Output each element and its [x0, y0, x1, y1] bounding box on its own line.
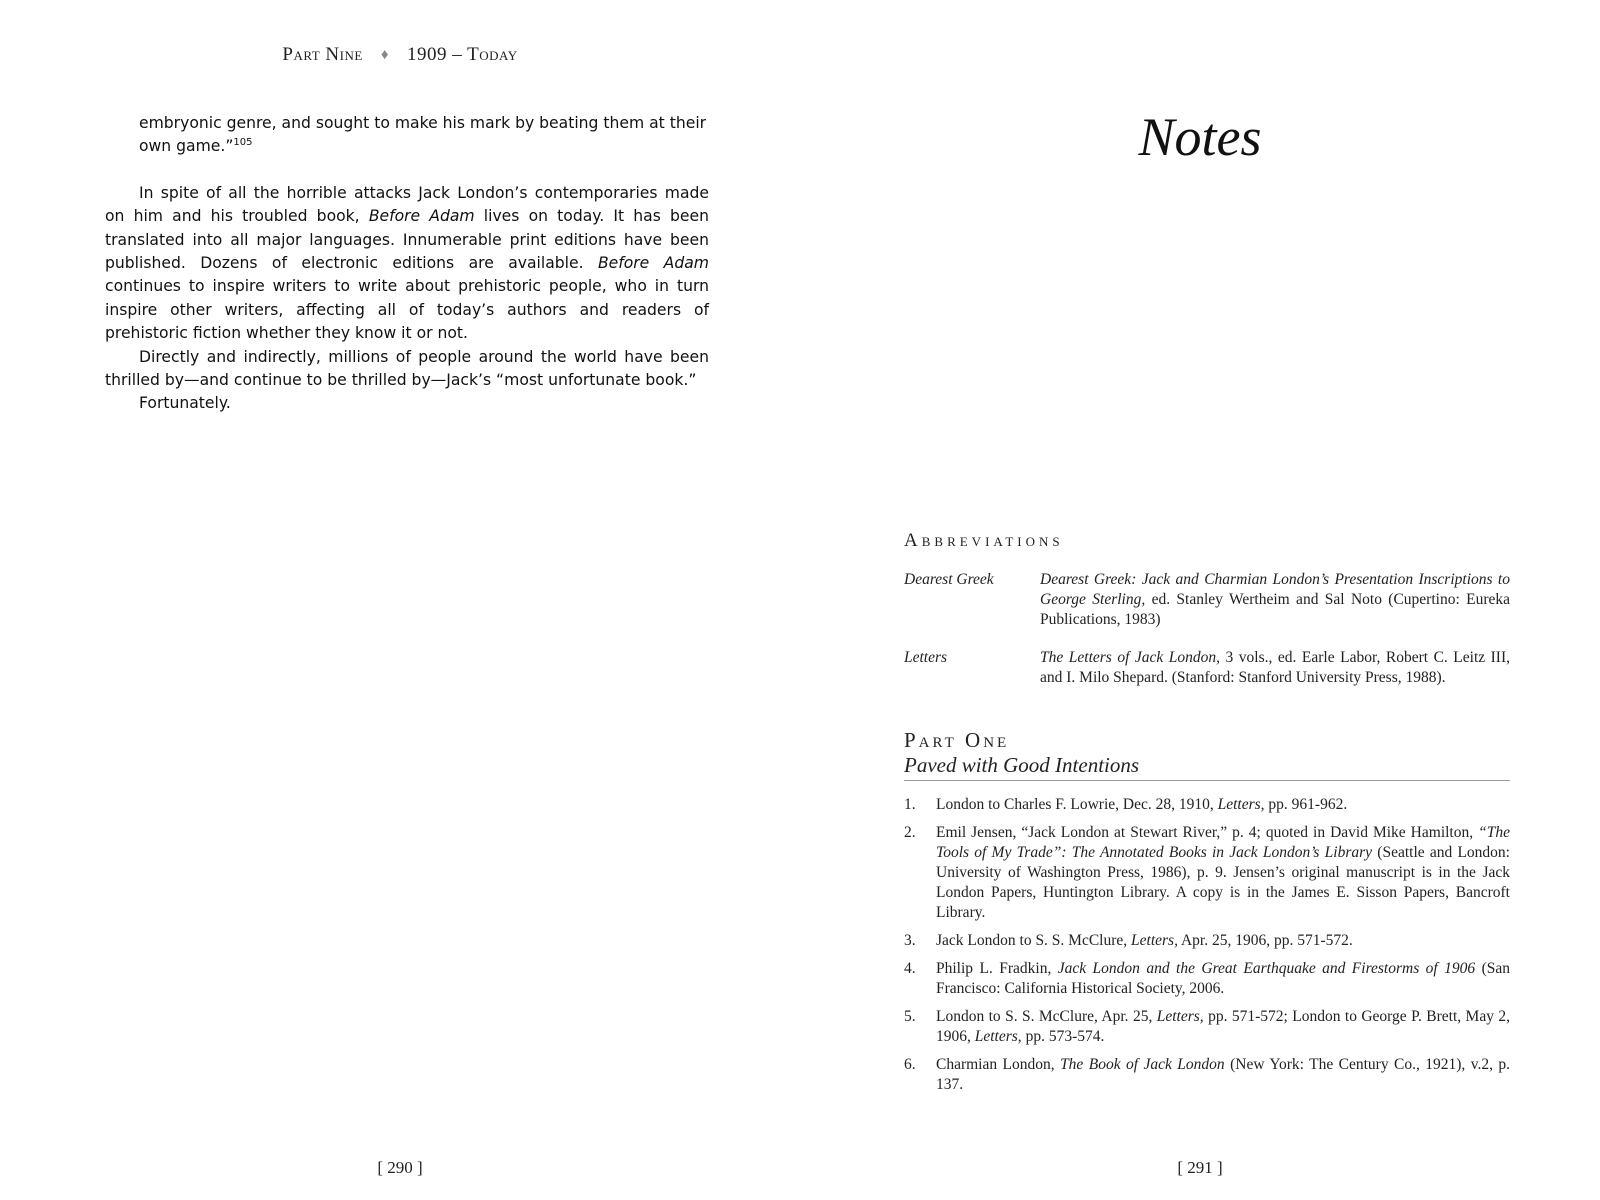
text-run: pp. 573-574. — [1021, 1028, 1105, 1045]
text-run: pp. 571-572; London to George P. Brett, May 2, 1906, — [936, 1008, 1510, 1045]
note-text — [936, 931, 1510, 951]
note-number: 4. — [904, 960, 916, 977]
note-text — [936, 1007, 1510, 1047]
text-run: (San Francisco: California Historical Society, 2006. — [936, 960, 1510, 997]
text-run: pp. 961-962. — [1264, 796, 1348, 813]
text-run: Jack London to S. S. McClure, — [936, 932, 1132, 949]
abbreviation-term: Letters — [904, 649, 948, 666]
text-run: London to Charles F. Lowrie, Dec. 28, 1910, — [936, 796, 1218, 813]
note-item — [904, 795, 1510, 815]
abbreviations-heading: Abbreviations — [904, 530, 1064, 551]
abbreviation-definition — [1040, 570, 1510, 630]
note-number: 3. — [904, 932, 916, 949]
note-number: 2. — [904, 824, 916, 841]
note-text — [936, 795, 1510, 815]
text-run: In spite of all the horrible attacks Jack London’s contemporaries made on him and his troubled book, — [105, 183, 709, 226]
text-run: Fortunately. — [139, 394, 231, 413]
italic-text: Before Adam — [597, 254, 709, 273]
footnote-reference: 105 — [233, 137, 253, 149]
text-run: continues to inspire writers to write about prehistoric people, who in turn inspire other writers, affecting all of today’s authors and readers of prehistoric fiction whether they know it or not. — [105, 277, 709, 343]
running-head-part: Part Nine — [282, 44, 363, 65]
note-item — [904, 1007, 1510, 1047]
text-run: embryonic genre, and sought to make his mark by beating them at their own game.” — [139, 114, 707, 156]
note-number: 1. — [904, 796, 916, 813]
note-number: 6. — [904, 1056, 916, 1073]
italic-text: Letters, — [974, 1028, 1022, 1045]
italic-text: Letters, — [1131, 932, 1178, 949]
abbreviation-row — [904, 570, 1510, 630]
text-run: Directly and indirectly, millions of people around the world have been thrilled by—and continue to be thrilled by—Jack’s “most unfortunate book.” — [105, 347, 709, 390]
text-run: Emil Jensen, “Jack London at Stewart River,” p. 4; quoted in David Mike Hamilton, — [936, 824, 1479, 841]
text-run: Philip L. Fradkin, — [936, 960, 1058, 977]
part-subtitle: Paved with Good Intentions — [904, 753, 1140, 777]
italic-text: The Book of Jack London — [1060, 1056, 1225, 1073]
notes-list — [904, 795, 1510, 1103]
note-item — [904, 1055, 1510, 1095]
running-head — [0, 44, 800, 66]
italic-text: Jack London and the Great Earthquake and Firestorms of 1906 — [1057, 960, 1476, 977]
text-run: Charmian London, — [936, 1056, 1061, 1073]
italic-text: Dearest Greek: Jack and Charmian London’s Presentation Inscriptions to George Sterling, — [1040, 571, 1510, 608]
abbreviation-term: Dearest Greek — [904, 571, 994, 588]
part-heading — [904, 728, 1510, 781]
note-item — [904, 959, 1510, 999]
part-label: Part One — [904, 728, 1010, 752]
paragraph-3 — [105, 392, 709, 415]
text-run: ed. Stanley Wertheim and Sal Noto (Cupertino: Eureka Publications, 1983) — [1040, 591, 1510, 628]
diamond-ornament-icon: ♦ — [380, 47, 389, 63]
italic-text: Before Adam — [368, 207, 475, 226]
text-run: London to S. S. McClure, Apr. 25, — [936, 1008, 1157, 1025]
notes-title: Notes — [1138, 107, 1262, 167]
text-run: lives on today. It has been translated into all major languages. Innumerable print editions have been published. Dozens of electronic editions are available. — [105, 207, 709, 273]
text-run: (Seattle and London: University of Washington Press, 1986), p. 9. Jensen’s original manuscript is in the Jack London Papers, Huntington Library. A copy is in the James E. Sisson Papers, Bancroft Library. — [936, 844, 1510, 921]
abbreviations-list — [904, 570, 1510, 706]
italic-text: Letters, — [1156, 1008, 1204, 1025]
note-text — [936, 823, 1510, 923]
page-number-left: [ 290 ] — [377, 1158, 423, 1177]
text-run: Apr. 25, 1906, pp. 571-572. — [1177, 932, 1353, 949]
right-page — [800, 0, 1600, 1200]
abbreviation-definition — [1040, 648, 1510, 688]
note-item — [904, 823, 1510, 923]
body-text — [105, 112, 709, 416]
italic-text: The Letters of Jack London, — [1040, 649, 1221, 666]
paragraph-0 — [105, 112, 709, 159]
paragraph-2 — [105, 346, 709, 393]
note-number: 5. — [904, 1008, 916, 1025]
paragraph-1 — [105, 182, 709, 346]
note-item — [904, 931, 1510, 951]
abbreviation-row — [904, 648, 1510, 688]
running-head-years: 1909 – Today — [406, 44, 518, 65]
text-run: 3 vols., ed. Earle Labor, Robert C. Leitz III, and I. Milo Shepard. (Stanford: Stanford University Press, 1988). — [1040, 649, 1510, 686]
note-text — [936, 1055, 1510, 1095]
note-text — [936, 959, 1510, 999]
italic-text: “The Tools of My Trade”: The Annotated Books in Jack London’s Library — [936, 824, 1510, 861]
text-run: (New York: The Century Co., 1921), v.2, p. 137. — [936, 1056, 1510, 1093]
page-number-right: [ 291 ] — [1177, 1158, 1223, 1177]
italic-text: Letters, — [1217, 796, 1265, 813]
